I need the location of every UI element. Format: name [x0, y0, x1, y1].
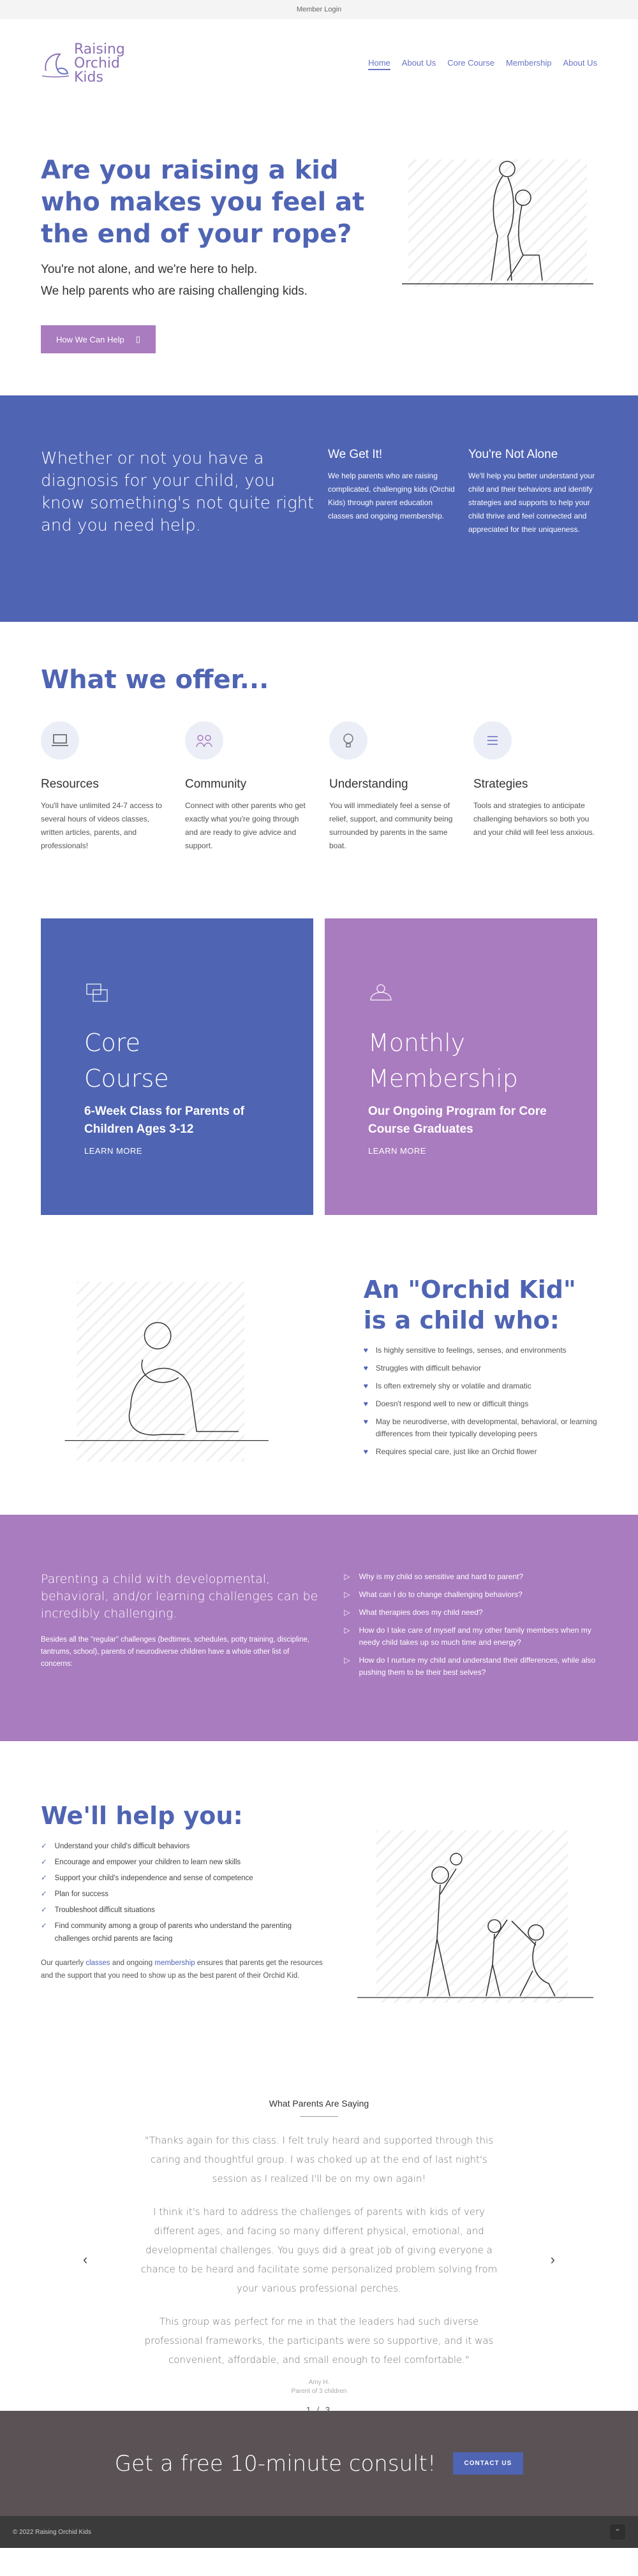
offer-understanding-text: You will immediately feel a sense of relief, support, and community being surrounded by parents in the same boat.	[329, 801, 453, 850]
not-alone-text: We'll help you better understand your child and their behaviors and identify strategies and supports to help your child thrive and feel connected and appreciated for their uniqueness.	[468, 471, 595, 534]
nav-about-us[interactable]: About Us	[401, 57, 436, 68]
offer-strategies-text: Tools and strategies to anticipate challenging behaviors so both you and your child will feel less anxious.	[473, 801, 595, 837]
sad-child-illustration	[41, 1263, 281, 1492]
help-content	[41, 1802, 328, 2041]
site-footer	[0, 2516, 638, 2548]
check-icon: ✓	[41, 1843, 47, 1850]
cta-title: Get a free 10-minute consult!	[114, 2450, 436, 2477]
family-illustration	[345, 1824, 600, 2035]
list-item: ▷ How do I nurture my child and understand their differences, while also pushing them to be their best selves?	[344, 1654, 597, 1679]
nav-about-us-2[interactable]: About Us	[563, 57, 597, 68]
copyright: © 2022 Raising Orchid Kids	[13, 2528, 91, 2536]
core-course-learn-more[interactable]: LEARN MORE	[84, 1146, 142, 1156]
offer-community-text: Connect with other parents who get exactly what you're going through and are ready to give advice and support.	[185, 801, 306, 850]
concerns-list	[344, 1571, 597, 1741]
help-title: We'll help you:	[41, 1802, 243, 1830]
heading-divider	[300, 2116, 338, 2117]
core-course-title: Core Course	[84, 1029, 169, 1093]
heart-icon: ♥	[363, 1399, 368, 1408]
help-section	[0, 1741, 638, 2041]
top-bar	[0, 0, 638, 19]
site-logo[interactable]	[41, 43, 125, 85]
membership-subtitle: Our Ongoing Program for Core Course Graduates	[368, 1105, 547, 1136]
play-icon: ▷	[344, 1626, 350, 1635]
member-login-link[interactable]: Member Login	[296, 6, 342, 13]
lightbulb-icon	[329, 721, 367, 760]
offer-understanding-title: Understanding	[329, 777, 408, 791]
offer-strategies-title: Strategies	[473, 777, 528, 791]
check-icon: ✓	[41, 1890, 47, 1898]
challenges-heading: Parenting a child with developmental, behavioral, and/or learning challenges can be incredibly challenging.	[41, 1572, 318, 1621]
contact-us-button[interactable]: CONTACT US	[453, 2452, 524, 2475]
course-icon	[84, 982, 110, 1004]
diagnosis-statement: Whether or not you have a diagnosis for your child, you know something's not quite right and you need help.	[41, 449, 315, 535]
parent-child-illustration	[396, 153, 600, 300]
not-alone-title: You're Not Alone	[468, 448, 558, 461]
we-get-it-title: We Get It!	[328, 448, 383, 461]
list-item: ♥ Requires special care, just like an Orchid flower	[364, 1446, 597, 1458]
site-header	[0, 19, 638, 108]
logo-wordmark: Raising Orchid Kids	[74, 41, 125, 85]
list-item: ▷ What can I do to change challenging behaviors?	[344, 1589, 597, 1601]
play-icon: ▷	[344, 1572, 350, 1581]
offer-section	[0, 622, 638, 918]
testimonial-quote: "Thanks again for this class. I felt truly heard and supported through this caring and thoughtful group. I was choked up at the end of last night's session as I realized I'll be on my own again! I think it's hard to address the challenges of parents with kids of very different ages, and facing so many different physical, emotional, and developmental challenges. You guys did a great job of giving everyone a chance to be heard and facilitate some personalized problem solving from your various professional perches. This group was perfect for me in that the leaders had such diverse professional frameworks, the participants were so supportive, and it was convenient, affordable, and small enough to feel comfortable."	[140, 2135, 498, 2366]
list-item: ✓ Troubleshoot difficult situations	[41, 1904, 328, 1917]
consult-cta	[0, 2411, 638, 2516]
nav-membership[interactable]: Membership	[505, 57, 552, 68]
list-item: ✓ Plan for success	[41, 1888, 328, 1901]
main-nav	[368, 58, 597, 70]
community-icon	[185, 721, 223, 760]
heart-icon: ♥	[363, 1346, 368, 1355]
list-item: ♥ Is highly sensitive to feelings, senses, and environments	[364, 1344, 597, 1357]
hero-line-1: You're not alone, and we're here to help.	[41, 263, 258, 276]
laptop-icon	[41, 721, 79, 760]
scroll-to-top-icon[interactable]: ⌃	[610, 2524, 625, 2540]
we-get-it-column	[328, 448, 456, 622]
offer-resources	[41, 721, 165, 853]
classes-link[interactable]: classes	[85, 1959, 110, 1967]
list-icon	[473, 721, 512, 760]
list-item: ♥ May be neurodiverse, with developmental, behavioral, or learning differences from their typically developing peers	[364, 1416, 597, 1440]
help-list	[41, 1840, 328, 1945]
hero-line-2: We help parents who are raising challenging kids.	[41, 284, 308, 298]
chevron-left-icon[interactable]: ‹	[83, 2251, 88, 2267]
hero-title: Are you raising a kid who makes you feel at the end of your rope?	[41, 156, 365, 249]
list-item: ▷ What therapies does my child need?	[344, 1607, 597, 1619]
offer-title: What we offer...	[41, 665, 269, 695]
list-item: ♥ Struggles with difficult behavior	[364, 1362, 597, 1374]
membership-icon	[368, 982, 394, 1004]
offer-resources-text: You'll have unlimited 24-7 access to several hours of videos classes, written articles, parents, and professionals!	[41, 801, 162, 850]
membership-title: Monthly Membership	[368, 1029, 518, 1093]
core-course-subtitle: 6-Week Class for Parents of Children Ages 3-12	[84, 1105, 244, 1136]
offer-community	[185, 721, 309, 853]
membership-learn-more[interactable]: LEARN MORE	[368, 1146, 426, 1156]
orchid-logo-icon	[41, 48, 70, 80]
orchid-kid-section	[0, 1237, 638, 1515]
core-course-card[interactable]	[41, 918, 313, 1215]
nav-home[interactable]: Home	[368, 58, 390, 70]
challenges-band	[0, 1515, 638, 1741]
heart-icon: ♥	[363, 1417, 368, 1426]
list-item: ✓ Encourage and empower your children to learn new skills	[41, 1856, 328, 1869]
help-note: Our quarterly classes and ongoing membership ensures that parents get the resources and the support that you need to show up as the best parent of their Orchid Kid.	[41, 1959, 323, 1980]
heart-icon: ♥	[363, 1381, 368, 1390]
check-icon: ✓	[41, 1874, 47, 1882]
list-item: ▷ Why is my child so sensitive and hard to parent?	[344, 1571, 597, 1583]
offer-grid	[41, 721, 597, 853]
list-item: ✓ Find community among a group of parents who understand the parenting challenges orchid parents are facing	[41, 1920, 328, 1945]
play-icon: ▷	[344, 1656, 350, 1665]
orchid-kid-list	[364, 1344, 597, 1458]
challenges-text: Besides all the "regular" challenges (bedtimes, schedules, potty training, discipline, tantrums, school), parents of neurodiverse children have a whole other list of concerns:	[41, 1636, 310, 1668]
list-item: ♥ Doesn't respond well to new or difficult things	[364, 1398, 597, 1410]
check-icon: ✓	[41, 1922, 47, 1930]
nav-core-course[interactable]: Core Course	[447, 57, 494, 68]
not-alone-column	[468, 448, 596, 622]
check-icon: ✓	[41, 1906, 47, 1914]
orchid-kid-text	[364, 1263, 597, 1515]
list-item: ▷ How do I take care of myself and my other family members when my needy child takes up so much time and energy?	[344, 1624, 597, 1649]
testimonials-section	[0, 2041, 638, 2415]
testimonials-heading: What Parents Are Saying	[269, 2098, 369, 2109]
testimonial-pager: 1 / 3	[306, 2405, 332, 2415]
play-icon: ▷	[344, 1608, 350, 1617]
challenges-intro	[41, 1571, 318, 1741]
membership-link[interactable]: membership	[154, 1959, 195, 1967]
chevron-right-icon[interactable]: ›	[550, 2251, 555, 2267]
orchid-kid-title: An "Orchid Kid" is a child who:	[363, 1276, 576, 1334]
heart-icon: ♥	[363, 1447, 368, 1456]
program-cards	[0, 918, 638, 1237]
check-icon: ✓	[41, 1858, 47, 1866]
offer-strategies	[473, 721, 597, 853]
membership-card[interactable]	[325, 918, 597, 1215]
list-item: ✓ Understand your child's difficult behaviors	[41, 1840, 328, 1853]
offer-understanding	[329, 721, 453, 853]
heart-icon: ♥	[363, 1364, 368, 1373]
we-get-it-text: We help parents who are raising complicated, challenging kids (Orchid Kids) through parent education classes and ongoing membership.	[328, 471, 455, 520]
document-icon: ▯	[135, 334, 140, 344]
how-we-can-help-button[interactable]: How We Can Help ▯	[41, 325, 156, 353]
offer-resources-title: Resources	[41, 777, 99, 791]
offer-community-title: Community	[185, 777, 247, 791]
testimonial-author: Amy H. Parent of 3 children	[291, 2379, 347, 2395]
diagnosis-band	[0, 395, 638, 622]
play-icon: ▷	[344, 1590, 350, 1599]
list-item: ✓ Support your child's independence and sense of competence	[41, 1872, 328, 1885]
list-item: ♥ Is often extremely shy or volatile and dramatic	[364, 1380, 597, 1392]
hero-section	[0, 108, 638, 395]
